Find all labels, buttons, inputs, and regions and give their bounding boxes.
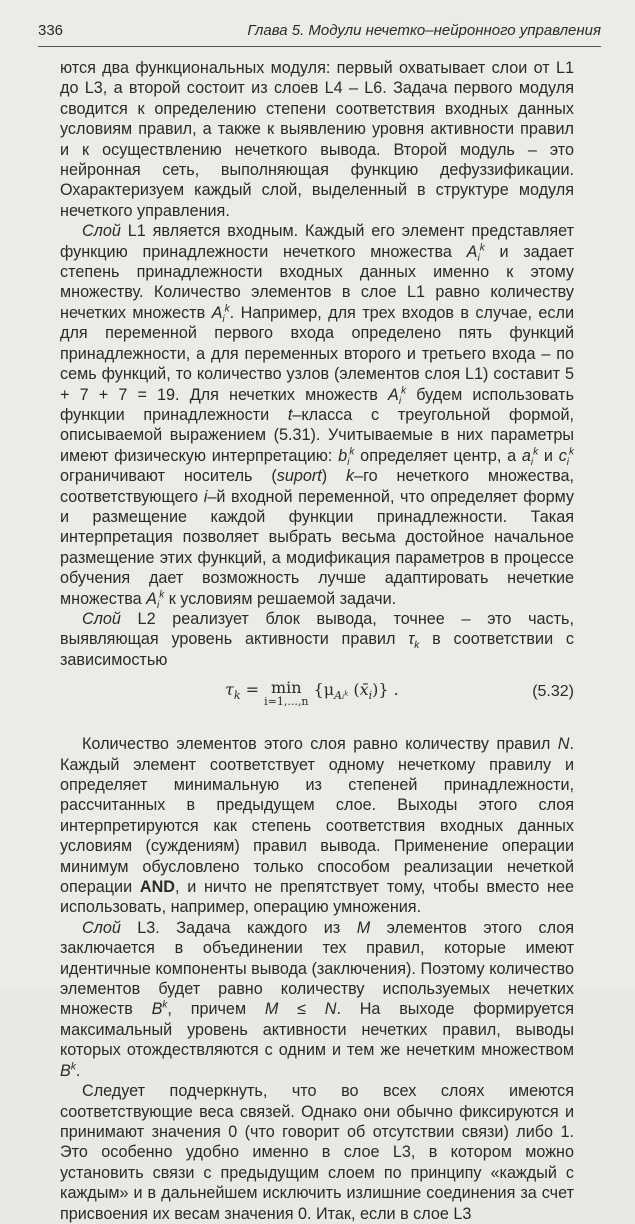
text-run: .	[75, 1061, 81, 1080]
math-M-le-N: M ≤ N	[264, 1000, 337, 1019]
math-k: k	[345, 467, 355, 486]
math-A-ik: $A_i^k$	[388, 385, 407, 407]
text-run: , причем	[167, 1000, 265, 1019]
paragraph-3	[60, 609, 574, 670]
text-run: L2 реализует блок вывода, точнее – это часть, выявляющая уровень активности правил	[60, 609, 574, 649]
paragraph-5	[60, 918, 574, 1081]
and-operator: AND	[139, 878, 175, 897]
paragraph-6: Следует подчеркнуть, что во всех слоях имеются соответствующие веса связей. Однако они обычно фиксируются и принимают значения 0 (что говорит об отсутствии связи) либо 1. Это особенно удобно именно в слое L3, в котором можно установить связи с предыдущим слоем по принципу «каждый с каждым» и в дальнейшем исключить излишние соединения за счет присвоения их весам значения 0. Итак, если в слое L3	[60, 1082, 574, 1223]
math-N: N	[557, 735, 570, 754]
math-b-ik: $b_i^k$	[338, 446, 355, 468]
paragraph-4	[60, 734, 574, 918]
math-A-ik: $A_i^k$	[466, 242, 485, 264]
chapter-title: Глава 5. Модули нечетко–нейронного управления	[247, 22, 601, 39]
text-run: . На выходе формируется максимальный уровень активности нечетких правил, выводы которых отождествляются с одним и тем же нечетким множеством	[60, 1000, 574, 1060]
math-i: i	[203, 487, 208, 506]
math-tau-k: $\tau_k$	[408, 630, 420, 652]
text-run: Количество элементов этого слоя равно количеству правил	[82, 735, 558, 754]
text-run: –й входной переменной, что определяет форму и размещение каждой функции принадлежности. Такая интерпретация позволяет выбрать весьма достойное начальное размещение этих функций, а модификация параметров в процессе обучения дает возможность лучше адаптировать нечеткие множества	[60, 487, 574, 608]
equation-number: (5.32)	[532, 683, 574, 701]
equation-5-32	[60, 674, 574, 730]
math-A-ik: $A_i^k$	[211, 303, 230, 326]
text-run: L3. Задача каждого из	[120, 918, 357, 937]
running-header	[38, 20, 601, 47]
math-B-k: $B^k$	[60, 1061, 76, 1080]
paragraph-1: ются два функциональных модуля: первый охватывает слои от L1 до L3, а второй состоит из слоев L4 – L6. Задача первого модуля сводится к определению степени соответствия входных данных условиям правил, а также к выявлению уровня активности правил и к осуществлению нечеткого вывода. Второй модуль – это нейронная сеть, выполняющая функцию дефуззификации. Охарактеризуем каждый слой, выделенный в структуре модуля нечеткого управления.	[60, 59, 574, 220]
text-run: . Например, для трех входов в случае, если для переменной первого входа определено пять функций принадлежности, а для переменных второго и третьего входа – по семь функций, то количество узлов (элементов слоя L1) составит 5 + 7 + 7 = 19. Для нечетких множеств	[60, 303, 574, 404]
layer-label: Слой	[82, 222, 121, 241]
page-number: 336	[38, 22, 64, 39]
text-run: L1 является входным. Каждый его элемент представляет функцию принадлежности нечеткого множества	[60, 222, 574, 261]
math-a-ik: $a_i^k$	[521, 446, 539, 468]
text-run: и	[538, 446, 559, 465]
math-B-k: $B^k$	[151, 1000, 168, 1019]
text-run: к условиям решаемой задачи.	[164, 589, 397, 608]
text-run: ограничивают носитель (	[60, 467, 277, 486]
math-t: t	[287, 405, 293, 424]
text-run: элементов этого слоя заключается в объединении тех правил, которые имеют идентичные компоненты вывода (заключения). Поэтому количество элементов будет равно количеству используемых нечетких множеств	[60, 918, 574, 1019]
math-c-ik: $c_i^k$	[558, 446, 575, 468]
text-run: –класса с треугольной формой, описываемой выражением (5.31). Учитываемые в них параметры имеют физическую интерпретацию:	[60, 405, 574, 465]
equation-formula: $\tau_k = \min$ i=1,...,n {$\mu_{Aᵢᵏ}$ $(x̄_i)$} .	[225, 678, 399, 709]
min-operator: min i=1,...,n	[264, 678, 309, 709]
text-run: и задает степень принадлежности входных данных именно к этому множеству. Количество элементов в слое L1 равно количеству нечетких множеств	[60, 242, 574, 322]
text-run: )	[321, 467, 346, 486]
layer-label: Слой	[82, 609, 121, 628]
text-run: , и ничто не препятствует тому, чтобы вместо нее использовать, например, операцию умножения.	[60, 878, 574, 917]
layer-label: Слой	[82, 918, 121, 937]
text-run: . Каждый элемент соответствует одному нечеткому правилу и определяет минимальную из степеней принадлежности, рассчитанных в предыдущем слое. Выходы этого слоя интерпретируются как степень соответствия входных данных условиям (суждениям) правил вывода. Применение операции минимум обусловлено только способом реализации нечеткой операции	[60, 735, 574, 897]
text-run: определяет центр, а	[354, 446, 522, 465]
page-body	[60, 58, 574, 1224]
paragraph-2	[60, 221, 574, 609]
term-suport: suport	[276, 467, 322, 486]
text-run: в соответствии с зависимостью	[60, 630, 574, 669]
math-A-ik: $A_i^k$	[146, 589, 165, 611]
text-run: –го нечеткого множества, соответствующего	[60, 467, 575, 506]
math-M: M	[356, 918, 371, 937]
text-run: будем использовать функции принадлежности	[60, 385, 574, 424]
